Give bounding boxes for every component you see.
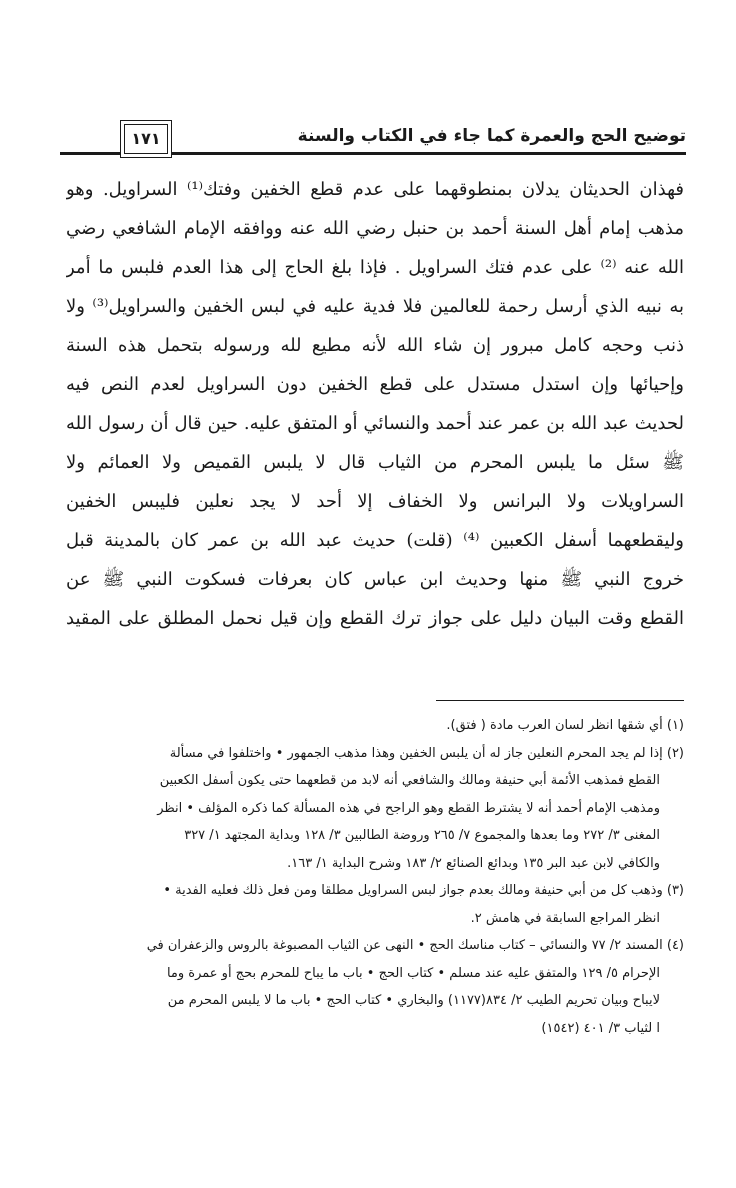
footnotes xyxy=(66,712,684,1042)
footnote-line: القطع فمذهب الأئمة أبي حنيفة ومالك والشافعي أنه لابد من قطعهما حتى يكون أسفل الكعبين xyxy=(159,773,660,788)
footnote-line: والكافي لابن عبد البر ١٣٥ وبدائع الصنائع ٢/ ١٨٣ وشرح البداية ١/ ١٦٣. xyxy=(287,855,660,871)
text-line: وإحيائها وإن استدل مستدل على قطع الخفين دون السراويل لعدم النص فيه xyxy=(66,374,684,395)
header-rule-right xyxy=(172,152,686,155)
text-line: ذنب وحجه كامل مبرور إن شاء الله لأنه مطيع لله ورسوله بتحمل هذه السنة xyxy=(66,335,684,356)
text-line: به نبيه الذي أرسل رحمة للعالمين فلا فدية عليه في لبس الخفين والسراويل⁽³⁾ ولا xyxy=(66,296,684,317)
text-line: الله عنه ⁽²⁾ على عدم فتك السراويل . فإذا بلغ الحاج إلى هذا العدم فلبس ما أمر xyxy=(66,257,684,278)
footnote-line: المغنى ٣/ ٢٧٢ وما بعدها والمجموع ٧/ ٢٦٥ وروضة الطالبين ٣/ ١٢٨ وبداية المجتهد ١/ ٣٢٧ xyxy=(184,828,660,843)
text-line: السراويلات ولا البرانس ولا الخفاف إلا أحد لا يجد نعلين فليبس الخفين xyxy=(66,491,684,512)
footnote-line: انظر المراجع السابقة في هامش ٢. xyxy=(470,910,660,926)
footnote-line: ا لثياب ٣/ ٤٠١ (١٥٤٢) xyxy=(541,1020,660,1036)
page-number: ١٧١ xyxy=(124,124,168,154)
page-number-frame xyxy=(120,120,172,158)
text-line: مذهب إمام أهل السنة أحمد بن حنبل رضي الله عنه ووافقه الإمام الشافعي رضي xyxy=(66,218,684,239)
footnote-line: (١) أي شقها انظر لسان العرب مادة ( فتق). xyxy=(446,718,684,733)
header-rule-left xyxy=(60,152,120,155)
footnote-separator xyxy=(436,700,684,701)
text-line: ﷺ سئل ما يلبس المحرم من الثياب قال لا يلبس القميص ولا العمائم ولا xyxy=(66,452,684,473)
text-line: خروج النبي ﷺ منها وحديث ابن عباس كان بعرفات فسكوت النبي ﷺ عن xyxy=(66,569,684,590)
footnote-line: لايباح وبيان تحريم الطيب ٢/ ٨٣٤(١١٧٧) والبخاري • كتاب الحج • باب ما لا يلبس المحرم من xyxy=(167,993,660,1008)
footnote-line: (٢) إذا لم يجد المحرم النعلين جاز له أن يلبس الخفين وهذا مذهب الجمهور • واختلفوا في مسألة xyxy=(169,745,684,761)
text-line: فهذان الحديثان يدلان بمنطوقهما على عدم قطع الخفين وفتك⁽¹⁾ السراويل. وهو xyxy=(66,179,684,200)
text-line: لحديث عبد الله بن عمر عند أحمد والنسائي أو المتفق عليه. حين قال أن رسول الله xyxy=(66,413,684,434)
footnote-line: (٣) وذهب كل من أبي حنيفة ومالك بعدم جواز لبس السراويل مطلقا ومن فعل ذلك فعليه الفدية • xyxy=(163,883,684,898)
text-line: القطع وقت البيان دليل على جواز ترك القطع وإن قيل نحمل المطلق على المقيد xyxy=(66,608,684,629)
footnote-line: ومذهب الإمام أحمد أنه لا يشترط القطع وهو الراجح في هذه المسألة كما ذكره المؤلف • انظر xyxy=(157,800,660,816)
page-header xyxy=(60,118,686,162)
text-line: وليقطعهما أسفل الكعبين ⁽⁴⁾ (قلت) حديث عبد الله بن عمر كان بالمدينة قبل xyxy=(66,530,684,551)
running-title: توضيح الحج والعمرة كما جاء في الكتاب والسنة xyxy=(297,126,686,146)
footnote-line: الإحرام ٥/ ١٢٩ والمتفق عليه عند مسلم • كتاب الحج • باب ما يباح للمحرم بحج أو عمرة وما xyxy=(166,965,660,981)
footnote-line: (٤) المسند ٢/ ٧٧ والنسائي – كتاب مناسك الحج • النهى عن الثياب المصبوغة بالروس والزعفران في xyxy=(146,938,684,953)
main-text xyxy=(66,170,684,638)
